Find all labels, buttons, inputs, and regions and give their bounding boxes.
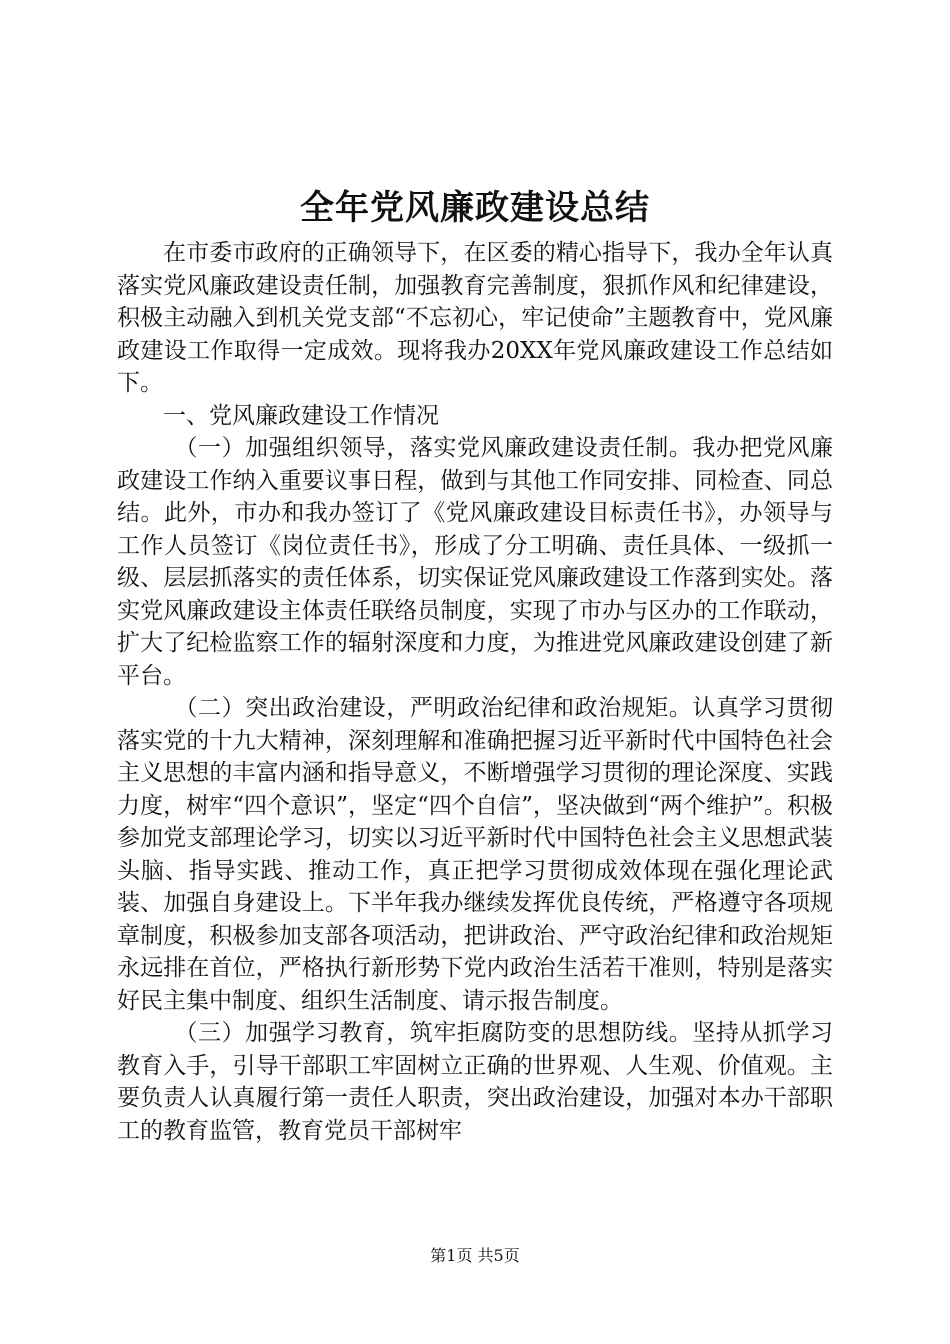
page-footer: 第1页 共5页 (430, 1246, 520, 1265)
intro-paragraph: 在市委市政府的正确领导下，在区委的精心指导下，我办全年认真落实党风廉政建设责任制，加强教育完善制度，狠抓作风和纪律建设，积极主动融入到机关党支部“不忘初心，牢记使命”主题教育中，党风廉政建设工作取得一定成效。现将我办20XX年党风廉政建设工作总结如下。 (117, 240, 833, 396)
body-paragraph-3: （三）加强学习教育，筑牢拒腐防变的思想防线。坚持从抓学习教育入手，引导干部职工牢固树立正确的世界观、人生观、价值观。主要负责人认真履行第一责任人职责，突出政治建设，加强对本办干部职工的教育监管，教育党员干部树牢 (117, 1020, 833, 1144)
document-body (117, 237, 833, 1147)
document-title: 全年党风廉政建设总结 (300, 188, 650, 228)
section-heading: 一、党风廉政建设工作情况 (163, 402, 439, 429)
body-paragraph-2: （二）突出政治建设，严明政治纪律和政治规矩。认真学习贯彻落实党的十九大精神，深刻理解和准确把握习近平新时代中国特色社会主义思想的丰富内涵和指导意义，不断增强学习贯彻的理论深度、实践力度，树牢“四个意识”，坚定“四个自信”，坚决做到“两个维护”。积极参加党支部理论学习，切实以习近平新时代中国特色社会主义思想武装头脑、指导实践、推动工作，真正把学习贯彻成效体现在强化理论武装、加强自身建设上。下半年我办继续发挥优良传统，严格遵守各项规章制度，积极参加支部各项活动，把讲政治、严守政治纪律和政治规矩永远排在首位，严格执行新形势下党内政治生活若干准则，特别是落实好民主集中制度、组织生活制度、请示报告制度。 (117, 695, 833, 1014)
body-paragraph-1: （一）加强组织领导，落实党风廉政建设责任制。我办把党风廉政建设工作纳入重要议事日程，做到与其他工作同安排、同检查、同总结。此外，市办和我办签订了《党风廉政建设目标责任书》，办领导与工作人员签订《岗位责任书》，形成了分工明确、责任具体、一级抓一级、层层抓落实的责任体系，切实保证党风廉政建设工作落到实处。落实党风廉政建设主体责任联络员制度，实现了市办与区办的工作联动，扩大了纪检监察工作的辐射深度和力度，为推进党风廉政建设创建了新平台。 (117, 435, 833, 689)
